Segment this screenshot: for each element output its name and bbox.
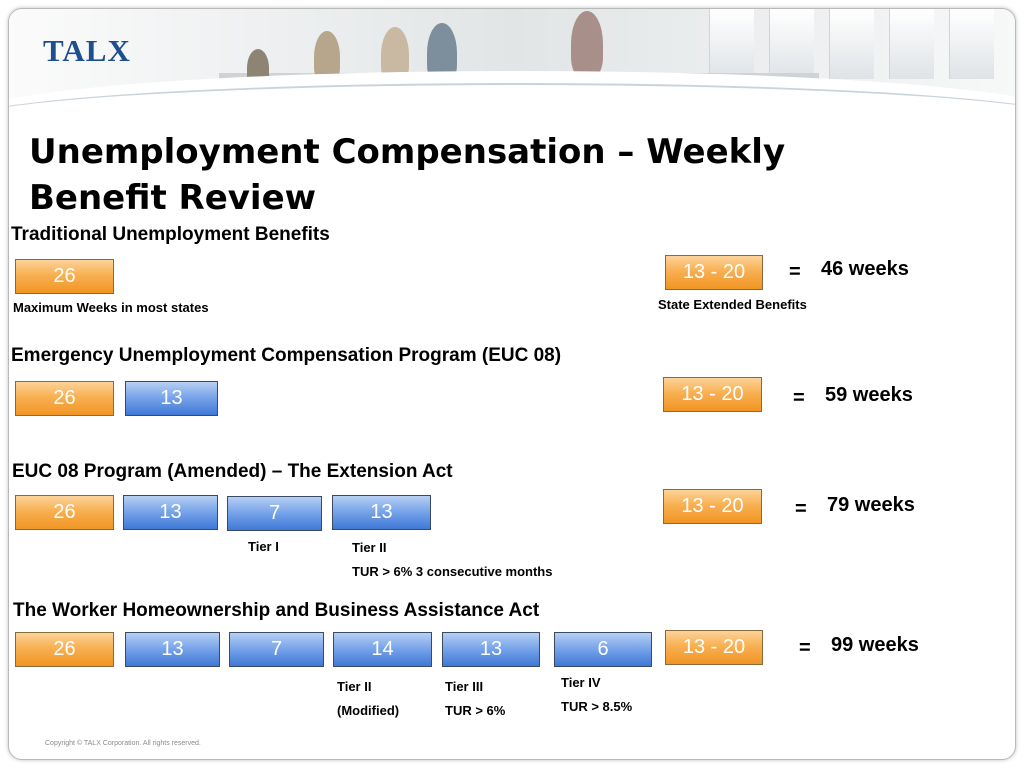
banner-window — [829, 9, 874, 79]
tier4-note: TUR > 8.5% — [561, 699, 633, 714]
weeks-box-7-tier1: 7 — [227, 496, 322, 531]
weeks-box-26: 26 — [15, 259, 114, 294]
weeks-box-7: 7 — [229, 632, 324, 667]
tier2-modified-label: Tier II — [337, 679, 372, 694]
tier2-label: Tier II — [352, 540, 387, 555]
total-weeks-79: 79 weeks — [827, 494, 915, 516]
header-banner — [9, 9, 1015, 124]
total-weeks-59: 59 weeks — [825, 384, 913, 406]
extended-benefits-box: 13 - 20 — [665, 630, 763, 665]
equals-sign: = — [795, 498, 807, 520]
banner-window — [889, 9, 934, 79]
total-weeks-46: 46 weeks — [821, 258, 909, 280]
slide-title-line-1: Unemployment Compensation – Weekly — [29, 132, 786, 172]
tier2-note: TUR > 6% 3 consecutive months — [352, 564, 553, 579]
max-weeks-label: Maximum Weeks in most states — [13, 300, 209, 315]
state-extended-benefits-label: State Extended Benefits — [658, 297, 807, 312]
banner-window — [709, 9, 754, 79]
tier1-label: Tier I — [248, 539, 279, 554]
total-weeks-99: 99 weeks — [831, 634, 919, 656]
talx-logo: TALX — [43, 33, 131, 68]
weeks-box-13: 13 — [123, 495, 218, 530]
extension-act-heading: EUC 08 Program (Amended) – The Extension Act — [12, 461, 453, 482]
extended-benefits-box: 13 - 20 — [665, 255, 763, 290]
weeks-box-13-tier2: 13 — [332, 495, 431, 530]
weeks-box-13: 13 — [125, 381, 218, 416]
tier4-label: Tier IV — [561, 675, 601, 690]
weeks-box-26: 26 — [15, 381, 114, 416]
copyright-footer: Copyright © TALX Corporation. All rights reserved. — [45, 740, 201, 747]
person-photo — [571, 11, 603, 77]
weeks-box-14-tier2: 14 — [333, 632, 432, 667]
slide-title — [29, 129, 929, 221]
tier2-modified-note: (Modified) — [337, 703, 400, 718]
slide — [8, 8, 1016, 760]
weeks-box-26: 26 — [15, 632, 114, 667]
equals-sign: = — [799, 637, 811, 659]
extended-benefits-box: 13 - 20 — [663, 489, 762, 524]
weeks-box-6-tier4: 6 — [554, 632, 652, 667]
equals-sign: = — [789, 261, 801, 283]
slide-title-line-2: Benefit Review — [29, 178, 317, 218]
weeks-box-26: 26 — [15, 495, 114, 530]
homeownership-act-heading: The Worker Homeownership and Business Assistance Act — [13, 600, 540, 621]
euc08-heading: Emergency Unemployment Compensation Program (EUC 08) — [11, 345, 562, 366]
tier3-note: TUR > 6% — [445, 703, 506, 718]
weeks-box-13: 13 — [125, 632, 220, 667]
equals-sign: = — [793, 387, 805, 409]
weeks-box-13-tier3: 13 — [442, 632, 540, 667]
banner-window — [949, 9, 994, 79]
banner-window — [769, 9, 814, 79]
extended-benefits-box: 13 - 20 — [663, 377, 762, 412]
traditional-benefits-heading: Traditional Unemployment Benefits — [11, 224, 330, 245]
tier3-label: Tier III — [445, 679, 484, 694]
